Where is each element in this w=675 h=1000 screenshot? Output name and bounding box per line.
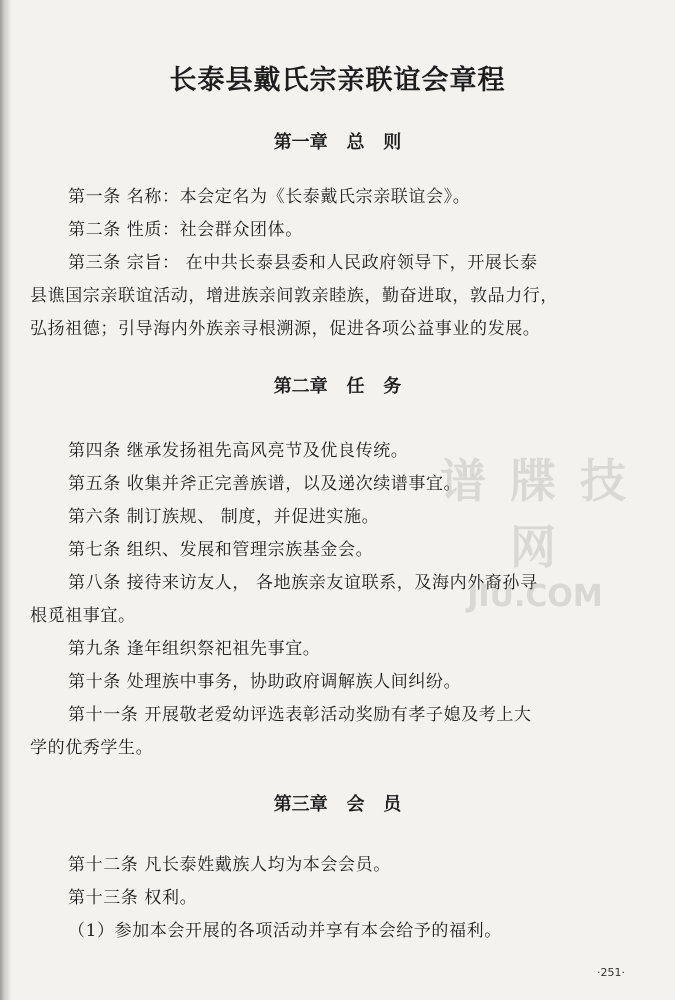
- article-line: 第十三条 权利。: [68, 888, 198, 908]
- article-line: 根觅祖事宜。: [30, 606, 136, 626]
- article-line: 学的优秀学生。: [30, 738, 154, 758]
- article-line: 第一条 名称：本会定名为《长泰戴氏宗亲联谊会》。: [68, 187, 471, 207]
- chapter-heading-1: 第一章 总 则: [273, 132, 402, 153]
- chapter-heading-3: 第三章 会 员: [273, 794, 402, 815]
- article-line: 县谯国宗亲联谊活动，增进族亲间敦亲睦族，勤奋进取，敦品力行，: [30, 286, 558, 306]
- chapter-heading-2: 第二章 任 务: [273, 376, 402, 397]
- watermark-chinese: 谱 牒 技 网: [439, 454, 631, 574]
- article-line: 第八条 接待来访友人， 各地族亲友谊联系，及海内外裔孙寻: [68, 573, 538, 593]
- article-line: 第七条 组织、发展和管理宗族基金会。: [68, 540, 374, 560]
- article-line: 第九条 逢年组织祭祀祖先事宜。: [68, 639, 321, 659]
- article-line: 第十一条 开展敬老爱幼评选表彰活动奖励有孝子媳及考上大: [68, 705, 532, 725]
- article-line: 弘扬祖德；引导海内外族亲寻根溯源，促进各项公益事业的发展。: [30, 319, 541, 339]
- article-line: （1）参加本会开展的各项活动并享有本会给予的福利。: [68, 921, 502, 941]
- article-line: 第六条 制订族规、 制度，并促进实施。: [68, 507, 380, 527]
- article-line: 第三条 宗旨： 在中共长泰县委和人民政府领导下，开展长泰: [68, 253, 538, 273]
- watermark-url: JIU.COM: [467, 579, 603, 614]
- document-title: 长泰县戴氏宗亲联谊会章程: [169, 65, 506, 96]
- article-line: 第二条 性质：社会群众团体。: [68, 220, 303, 240]
- page-number: ·251·: [597, 966, 625, 979]
- article-line: 第十二条 凡长泰姓戴族人均为本会会员。: [68, 855, 391, 875]
- article-line: 第四条 继承发扬祖先高风亮节及优良传统。: [68, 441, 409, 461]
- article-line: 第十条 处理族中事务，协助政府调解族人间纠纷。: [68, 672, 462, 692]
- article-line: 第五条 收集并斧正完善族谱，以及递次续谱事宜。: [68, 474, 462, 494]
